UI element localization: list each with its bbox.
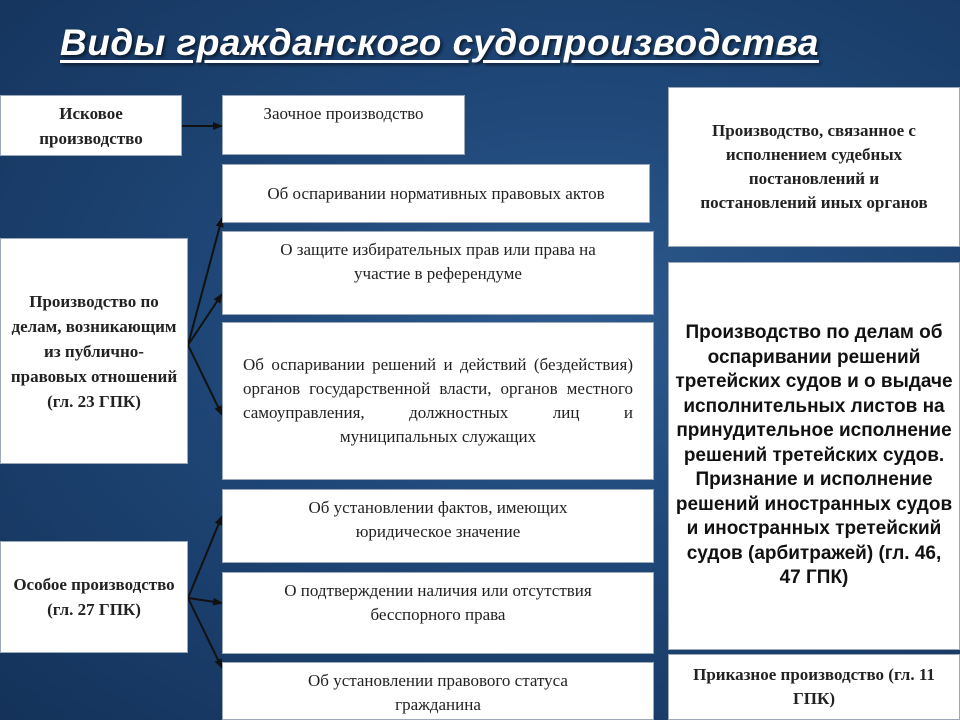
arrow-special-facts	[188, 516, 222, 598]
legal-status-box: Об установлении правового статуса гражданина	[222, 662, 654, 720]
enforcement-proceedings-box: Производство, связанное с исполнением судебных постановлений и постановлений иных органов	[668, 87, 960, 247]
arrow-public-normative	[188, 218, 222, 345]
arrow-special-indisputable	[188, 598, 222, 603]
legal-facts-box: Об установлении фактов, имеющих юридическое значение	[222, 489, 654, 563]
public-proceedings-box: Производство по делам, возникающим из публично-правовых отношений (гл. 23 ГПК)	[0, 238, 188, 464]
court-order-proceedings-box: Приказное производство (гл. 11 ГПК)	[668, 654, 960, 720]
claim-proceedings-box: Исковое производство	[0, 95, 182, 156]
normative-acts-box: Об оспаривании нормативных правовых актов	[222, 164, 650, 223]
arrow-public-electoral	[188, 294, 222, 345]
authority-decisions-box: Об оспаривании решений и действий (бездействия) органов государственной власти, органов местного самоуправления, должностных лиц и муниципальных служащих	[222, 322, 654, 480]
absentia-proceedings-box: Заочное производство	[222, 95, 465, 155]
indisputable-right-box: О подтверждении наличия или отсутствия бесспорного права	[222, 572, 654, 654]
page-title: Виды гражданского судопроизводства	[60, 22, 819, 63]
arrow-public-decisions	[188, 345, 222, 415]
arbitration-proceedings-box: Производство по делам об оспаривании решений третейских судов и о выдаче исполнительных листов на принудительное исполнение решений третейских судов. Признание и исполнение решений иностранных судов и иностранных третейский судов (арбитражей) (гл. 46, 47 ГПК)	[668, 262, 960, 650]
arrow-special-status	[188, 598, 222, 668]
special-proceedings-box: Особое производство (гл. 27 ГПК)	[0, 541, 188, 653]
electoral-rights-box: О защите избирательных прав или права на участие в референдуме	[222, 231, 654, 315]
